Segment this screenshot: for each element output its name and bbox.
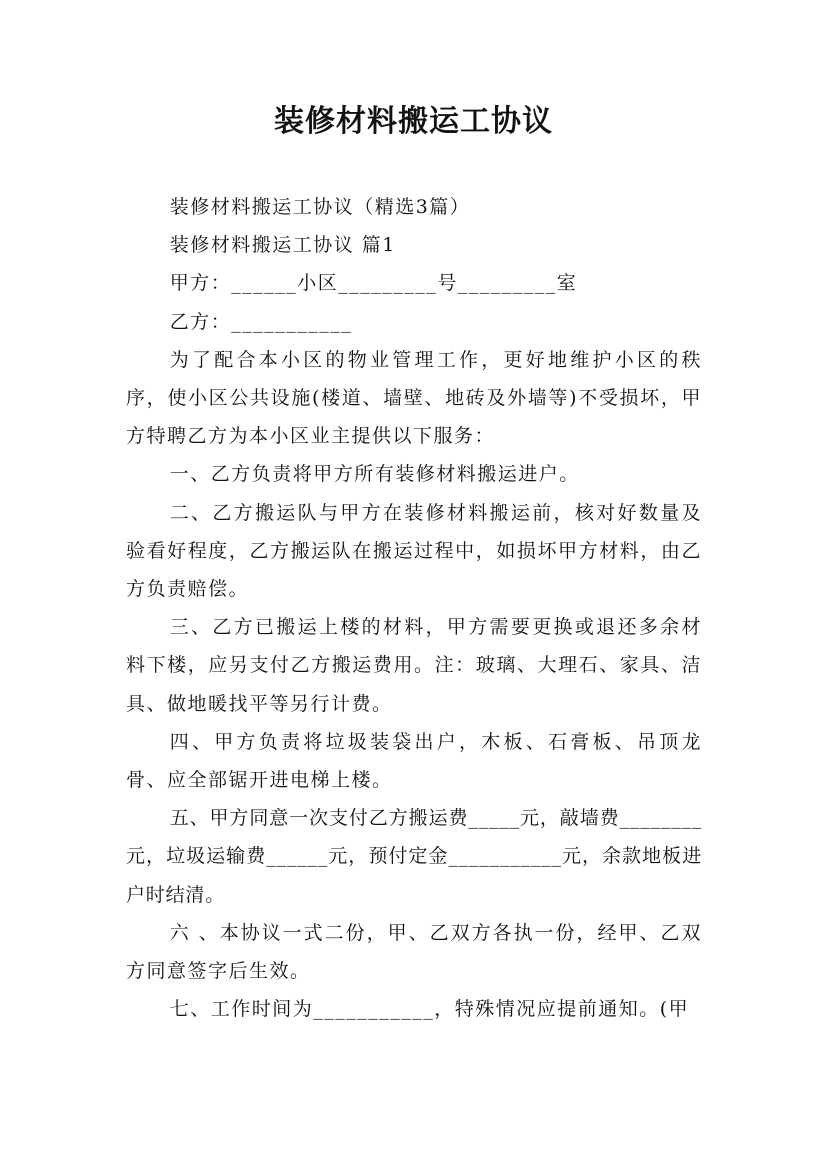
clause-3: 三、乙方已搬运上楼的材料，甲方需要更换或退还多余材料下楼，应另支付乙方搬运费用。注：玻璃、大理石、家具、洁具、做地暖找平等另行计费。 (126, 616, 702, 715)
section-heading: 装修材料搬运工协议 篇1 (169, 234, 396, 257)
party-a-line: 甲方：______小区_________号_________室 (169, 272, 578, 295)
clause-4: 四、甲方负责将垃圾装袋出户，木板、石膏板、吊顶龙骨、应全部锯开进电梯上楼。 (126, 730, 702, 792)
clause-5: 五、甲方同意一次支付乙方搬运费_____元，敲墙费________元，垃圾运输费______元，预付定金___________元，余款地板进户时结清。 (126, 807, 702, 906)
subtitle-line: 装修材料搬运工协议（精选3篇） (169, 196, 471, 218)
clause-6: 六 、本协议一式二份，甲、乙双方各执一份，经甲、乙双方同意签字后生效。 (126, 921, 702, 983)
clause-7: 七、工作时间为___________，特殊情况应提前通知。(甲 (169, 998, 690, 1021)
clause-1: 一、乙方负责将甲方所有装修材料搬运进户。 (169, 463, 580, 486)
party-b-line: 乙方：___________ (169, 310, 353, 333)
document-body (126, 188, 702, 1028)
clause-2: 二、乙方搬运队与甲方在装修材料搬运前，核对好数量及验看好程度，乙方搬运队在搬运过程中，如损坏甲方材料，由乙方负责赔偿。 (126, 501, 702, 601)
intro-paragraph: 为了配合本小区的物业管理工作，更好地维护小区的秩序，使小区公共设施(楼道、墙壁、地砖及外墙等)不受损坏，甲方特聘乙方为本小区业主提供以下服务： (126, 348, 702, 448)
document-title: 装修材料搬运工协议 (274, 104, 553, 139)
